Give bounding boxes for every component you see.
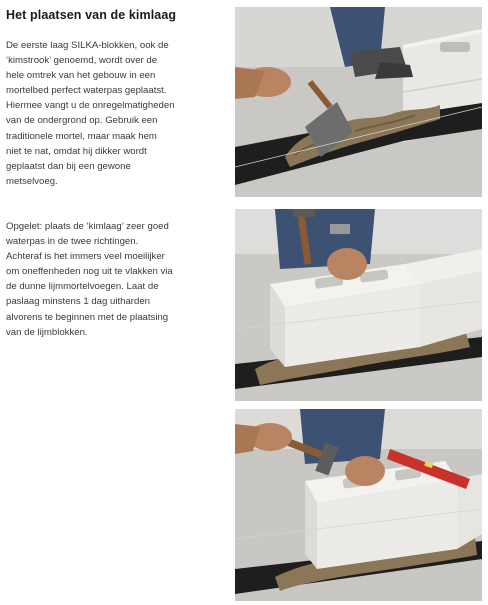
paragraph-line: Opgelet: plaats de ‘kimlaag’ zeer goed	[6, 221, 169, 232]
paragraph-line: alvorens te beginnen met de plaatsing	[6, 311, 169, 323]
paragraph-line: hele omtrek van het gebouw in een	[6, 70, 156, 82]
paragraph-line: van de ondergrond op. Gebruik een	[6, 115, 158, 127]
paragraph-line: geplaatst dan bij een gewone	[6, 160, 131, 172]
paragraph-line: ‘kimstrook’ genoemd, wordt over de	[6, 55, 158, 67]
photo-trowel-mortar-bed	[235, 7, 482, 197]
paragraph-line: metselvoeg.	[6, 175, 58, 187]
paragraph-line: De eerste laag SILKA-blokken, ook de	[6, 40, 169, 51]
paragraph-line: de dunne lijmmortelvoegen. Laat de	[6, 281, 159, 293]
paragraph-line: mortelbed perfect waterpas geplaatst.	[6, 85, 167, 97]
intro-paragraph	[6, 38, 228, 189]
photo-hammer-level	[235, 409, 482, 601]
paragraph-line: niet te nat, omdat hij dikker wordt	[6, 145, 147, 157]
photo-hammer-level-illustration	[235, 409, 482, 601]
paragraph-line: van de lijmblokken.	[6, 326, 88, 338]
warning-paragraph	[6, 219, 228, 340]
photo-trowel-mortar-bed-illustration	[235, 7, 482, 197]
paragraph-line: Achteraf is het immers veel moeilijker	[6, 251, 165, 263]
paragraph-line: waterpas in de twee richtingen.	[6, 236, 139, 248]
paragraph-line: traditionele mortel, maar maak hem	[6, 130, 157, 142]
page-title: Het plaatsen van de kimlaag	[6, 8, 177, 22]
photo-placing-block	[235, 209, 482, 401]
paragraph-line: paslaag minstens 1 dag uitharden	[6, 296, 151, 308]
photo-placing-block-illustration	[235, 209, 482, 401]
paragraph-line: om oneffenheden nog uit te vlakken via	[6, 266, 173, 278]
paragraph-line: Hiermee vangt u de onregelmatigheden	[6, 100, 175, 112]
